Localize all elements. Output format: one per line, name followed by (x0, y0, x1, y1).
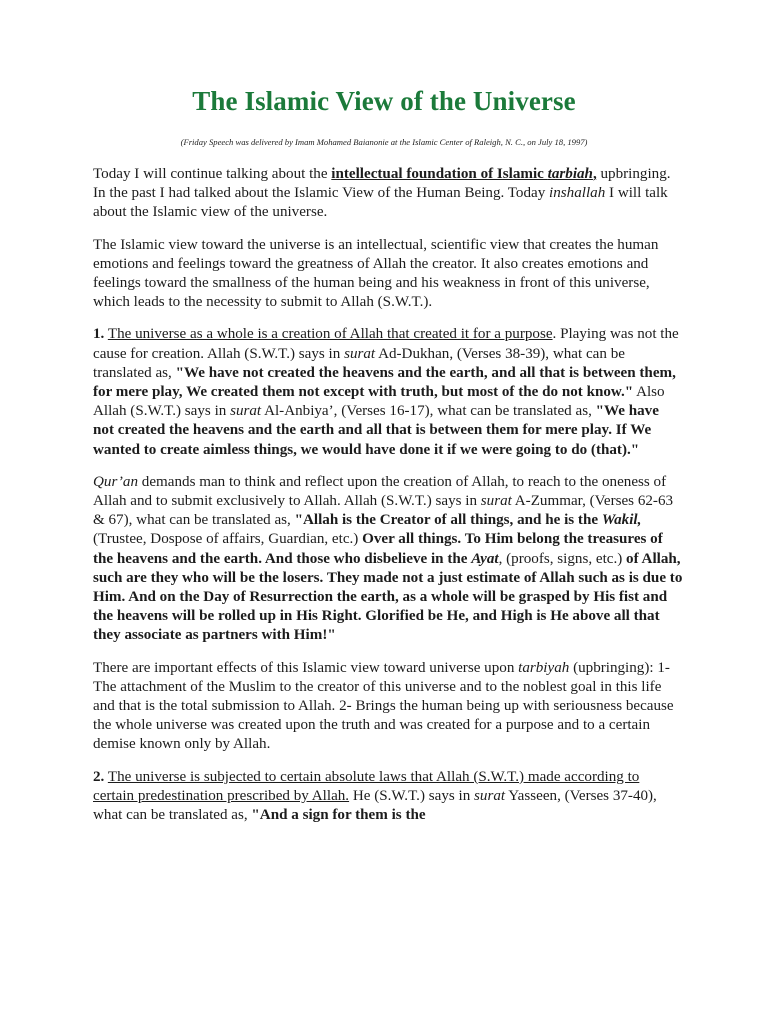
term-quran: Qur’an (93, 473, 139, 490)
term-surat: surat (344, 345, 376, 362)
page-subtitle: (Friday Speech was delivered by Imam Mohamed Baianonie at the Islamic Center of Raleigh, N. C., on July 18, 1997) (180, 137, 588, 147)
text-run: . Playing was not the cause for creation. Allah (S.W.T.) says in (93, 326, 679, 362)
quote-yasseen: "And a sign for them is the (251, 807, 426, 824)
paragraph-effects (93, 659, 683, 755)
term-surat: surat (480, 493, 512, 510)
text-run: Al-Anbiya’, (Verses 16-17), what can be translated as, (261, 403, 596, 420)
quote-zummar: of Allah, such are they who will be the losers. They made not a just estimate of Allah such as is due to Him. And on the Day of Resurrection the earth, as a whole will be grasped by His fist and the heavens will be rolled up in His Right. Glorified be He, and High is He above all that they associate as partners with Him!" (93, 550, 683, 644)
text-run: upbringing. In the past I had talked about the Islamic View of the Human Being. Today (93, 166, 671, 202)
page-title: The Islamic View of the Universe (192, 86, 576, 116)
paragraph-intro (93, 165, 683, 223)
text-run: Also Allah (S.W.T.) says in (93, 384, 665, 420)
text-run: demands man to think and reflect upon the creation of Allah, to reach to the oneness of Allah and to submit exclusively to Allah. Allah (S.W.T.) says in (93, 473, 667, 510)
term-tarbiyah: tarbiyah (518, 659, 570, 676)
text-run: , (proofs, signs, etc.) (498, 550, 627, 567)
point-number: 2. (93, 768, 105, 785)
paragraph-point-2 (93, 768, 683, 826)
text-run: Today I will continue talking about the (93, 166, 332, 182)
text-run: There are important effects of this Islamic view toward universe upon (93, 659, 519, 676)
term-surat: surat (474, 787, 506, 804)
text-run: Ad-Dukhan, (Verses 38-39), what can be translated as, (93, 345, 625, 381)
term-tarbiah: tarbiah (547, 166, 593, 182)
paragraph-point-1 (93, 325, 683, 459)
term-wakil: Wakil, (601, 512, 642, 529)
point-number: 1. (93, 326, 105, 343)
term-inshallah: inshallah (549, 185, 606, 202)
point-heading: The universe as a whole is a creation of Allah that created it for a purpose (107, 326, 553, 343)
text-run: Yasseen, (Verses 37-40), what can be translated as, (93, 787, 657, 824)
quote-zummar: "Allah is the Creator of all things, and he is the (294, 512, 602, 529)
text-run: I will talk about the Islamic view of the universe. (93, 185, 668, 221)
quote-dukhan: "We have not created the heavens and the earth, and all that is between them, for mere play, We created them not except with truth, but most of the do not know." (93, 364, 676, 401)
text-run: (Trustee, Dospose of affairs, Guardian, etc.) (93, 531, 363, 548)
document-body (93, 165, 683, 838)
text-run: (upbringing): 1- The attachment of the Muslim to the creator of this universe and to the noblest goal in this life and that is the total submission to Allah. 2- Brings the human being up with seriousness because the whole universe was created upon the truth and was created for a purpose and to a certain demise known only by Allah. (93, 659, 674, 753)
term-surat: surat (230, 403, 262, 420)
paragraph-quran (93, 473, 683, 646)
quote-zummar: Over all things. To Him belong the treasures of the heavens and the earth. And those who disbelieve in the (93, 531, 663, 567)
text-run: A-Zummar, (Verses 62-63 & 67), what can be translated as, (93, 493, 674, 529)
term-ayat: Ayat (471, 550, 499, 567)
text-run: , (592, 166, 597, 182)
paragraph-view: The Islamic view toward the universe is an intellectual, scientific view that creates the human emotions and feelings toward the greatness of Allah the creator. It also creates emotions and feelings toward the smallness of the human being and his weakness in front of this universe, which leads to the necessity to submit to Allah (S.W.T.). (93, 236, 659, 311)
quote-anbiya: "We have not created the heavens and the earth and all that is between them for mere play. If We wanted to create aimless things, we would have done it if we were going to do (that)." (93, 403, 659, 458)
point-heading: The universe is subjected to certain absolute laws that Allah (S.W.T.) made according to certain predestination prescribed by Allah. (93, 768, 640, 804)
link-intellectual-foundation: intellectual foundation of Islamic (331, 166, 548, 182)
text-run: He (S.W.T.) says in (349, 787, 475, 804)
